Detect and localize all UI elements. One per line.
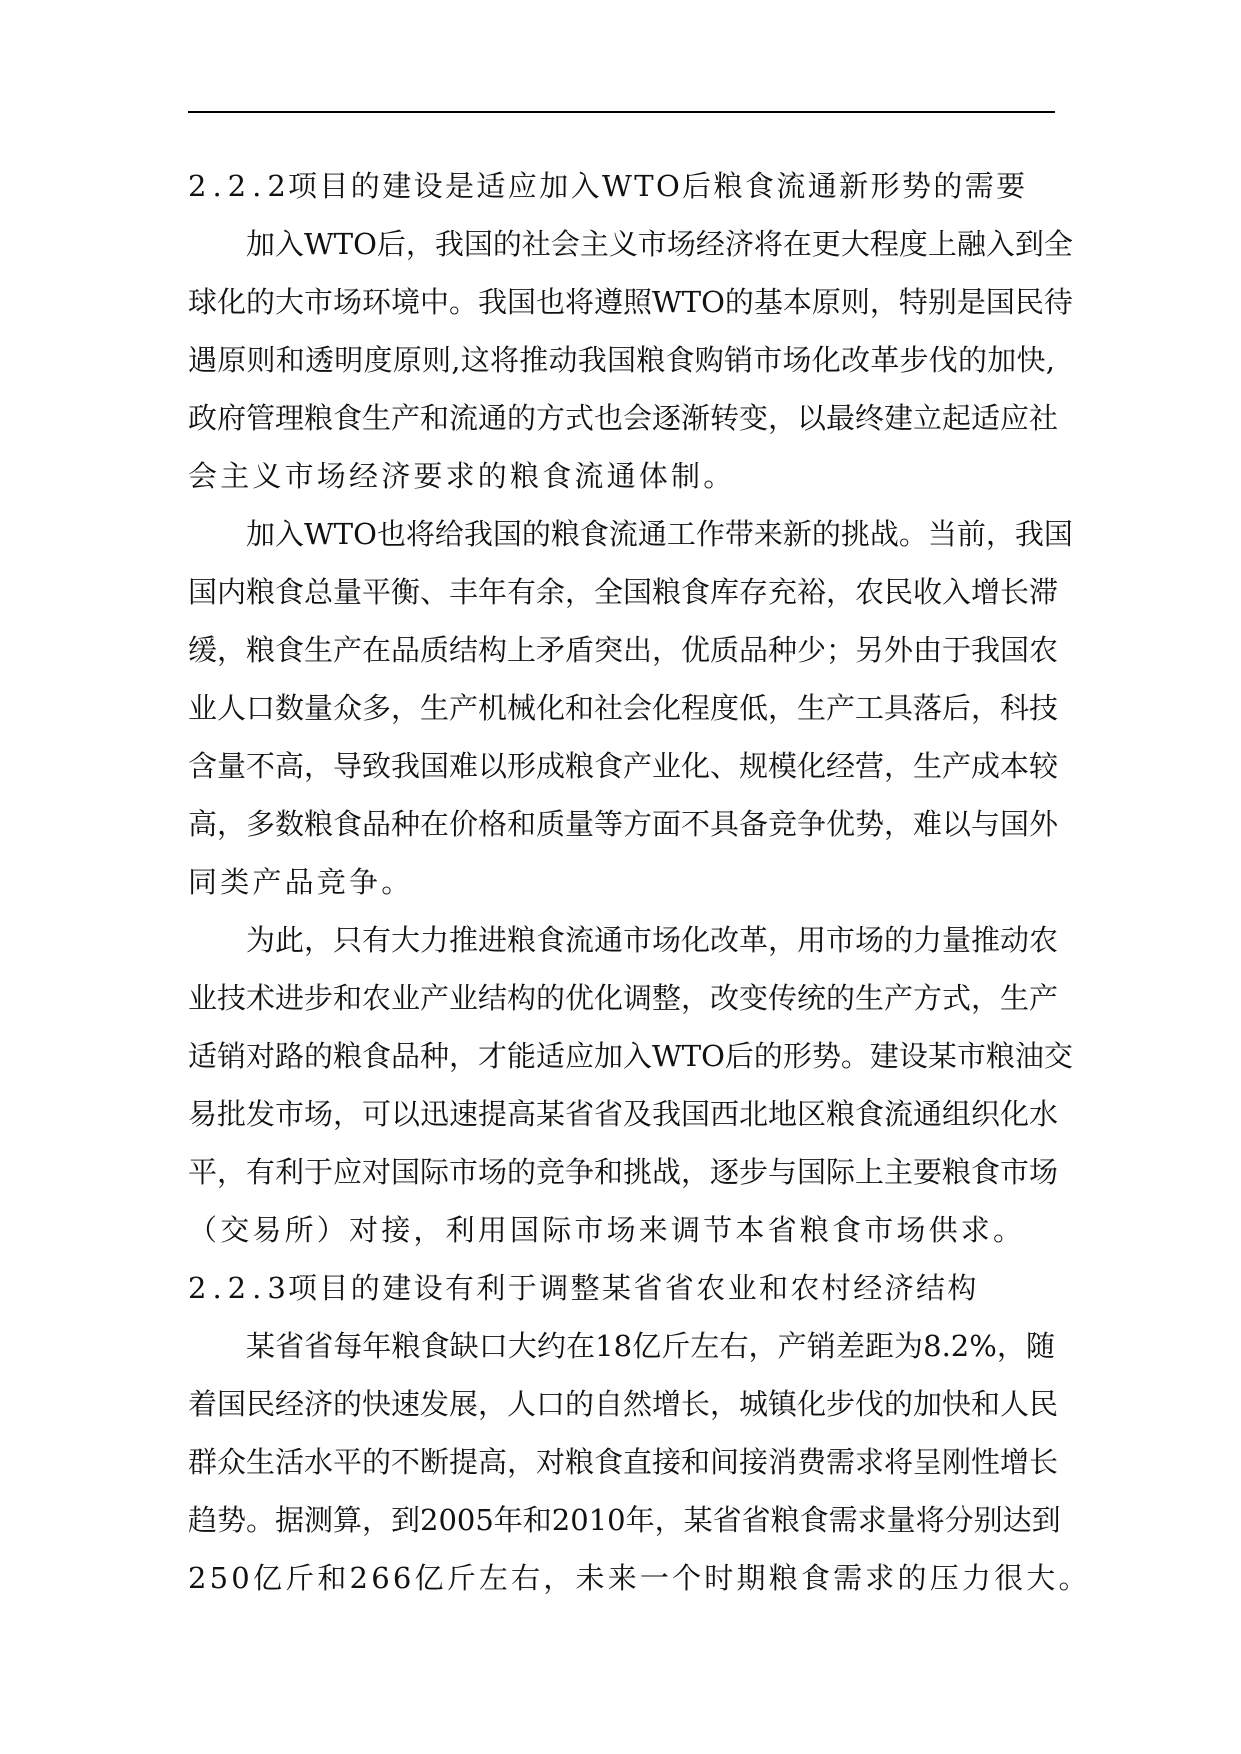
paragraph-line: 遇原则和透明度原则,这将推动我国粮食购销市场化改革步伐的加快, bbox=[188, 343, 1055, 377]
paragraph-line: 业人口数量众多，生产机械化和社会化程度低，生产工具落后，科技 bbox=[188, 691, 1059, 725]
section-title: 项目的建设有利于调整某省省农业和农村经济结构 bbox=[288, 1271, 979, 1305]
paragraph bbox=[188, 215, 1073, 505]
paragraph-line: 250亿斤和266亿斤左右，未来一个时期粮食需求的压力很大。 bbox=[188, 1561, 1091, 1595]
paragraph-line: 群众生活水平的不断提高，对粮食直接和间接消费需求将呈刚性增长 bbox=[188, 1445, 1059, 1479]
paragraph-line: 含量不高，导致我国难以形成粮食产业化、规模化经营，生产成本较 bbox=[188, 749, 1059, 783]
paragraph-line: 加入WTO后，我国的社会主义市场经济将在更大程度上融入到全 bbox=[246, 227, 1073, 261]
paragraph-line: 国内粮食总量平衡、丰年有余，全国粮食库存充裕，农民收入增长滞 bbox=[188, 575, 1059, 609]
paragraph-line: 适销对路的粮食品种，才能适应加入WTO后的形势。建设某市粮油交 bbox=[188, 1039, 1073, 1073]
section-number: 2.2.2 bbox=[188, 169, 292, 203]
paragraph-line: 政府管理粮食生产和流通的方式也会逐渐转变，以最终建立起适应社 bbox=[188, 401, 1059, 435]
document-body bbox=[188, 157, 1091, 1607]
paragraph-line: 某省省每年粮食缺口大约在18亿斤左右，产销差距为8.2%，随 bbox=[246, 1329, 1055, 1363]
paragraph-line: 趋势。据测算，到2005年和2010年，某省省粮食需求量将分别达到 bbox=[188, 1503, 1061, 1537]
paragraph-line: 缓，粮食生产在品质结构上矛盾突出，优质品种少；另外由于我国农 bbox=[188, 633, 1059, 667]
paragraph-line: 球化的大市场环境中。我国也将遵照WTO的基本原则，特别是国民待 bbox=[188, 285, 1073, 319]
section-heading bbox=[188, 1259, 1055, 1317]
paragraph-line: 会主义市场经济要求的粮食流通体制。 bbox=[188, 459, 736, 493]
paragraph bbox=[188, 505, 1073, 911]
paragraph-line: 业技术进步和农业产业结构的优化调整，改变传统的生产方式，生产 bbox=[188, 981, 1059, 1015]
paragraph-line: 高，多数粮食品种在价格和质量等方面不具备竞争优势，难以与国外 bbox=[188, 807, 1059, 841]
paragraph-line: 易批发市场，可以迅速提高某省省及我国西北地区粮食流通组织化水 bbox=[188, 1097, 1059, 1131]
section-heading bbox=[188, 157, 1055, 215]
paragraph-line: 加入WTO也将给我国的粮食流通工作带来新的挑战。当前，我国 bbox=[246, 517, 1073, 551]
section-title: 项目的建设是适应加入WTO后粮食流通新形势的需要 bbox=[288, 169, 1028, 203]
paragraph-line: 着国民经济的快速发展，人口的自然增长，城镇化步伐的加快和人民 bbox=[188, 1387, 1059, 1421]
paragraph bbox=[188, 911, 1073, 1259]
paragraph-line: 为此，只有大力推进粮食流通市场化改革，用市场的力量推动农 bbox=[246, 923, 1059, 957]
paragraph-line: 同类产品竞争。 bbox=[188, 865, 414, 899]
paragraph-line: 平，有利于应对国际市场的竞争和挑战，逐步与国际上主要粮食市场 bbox=[188, 1155, 1059, 1189]
paragraph-line: （交易所）对接，利用国际市场来调节本省粮食市场供求。 bbox=[188, 1213, 1026, 1247]
paragraph bbox=[188, 1317, 1091, 1607]
section-number: 2.2.3 bbox=[188, 1271, 292, 1305]
header-rule bbox=[188, 111, 1055, 113]
